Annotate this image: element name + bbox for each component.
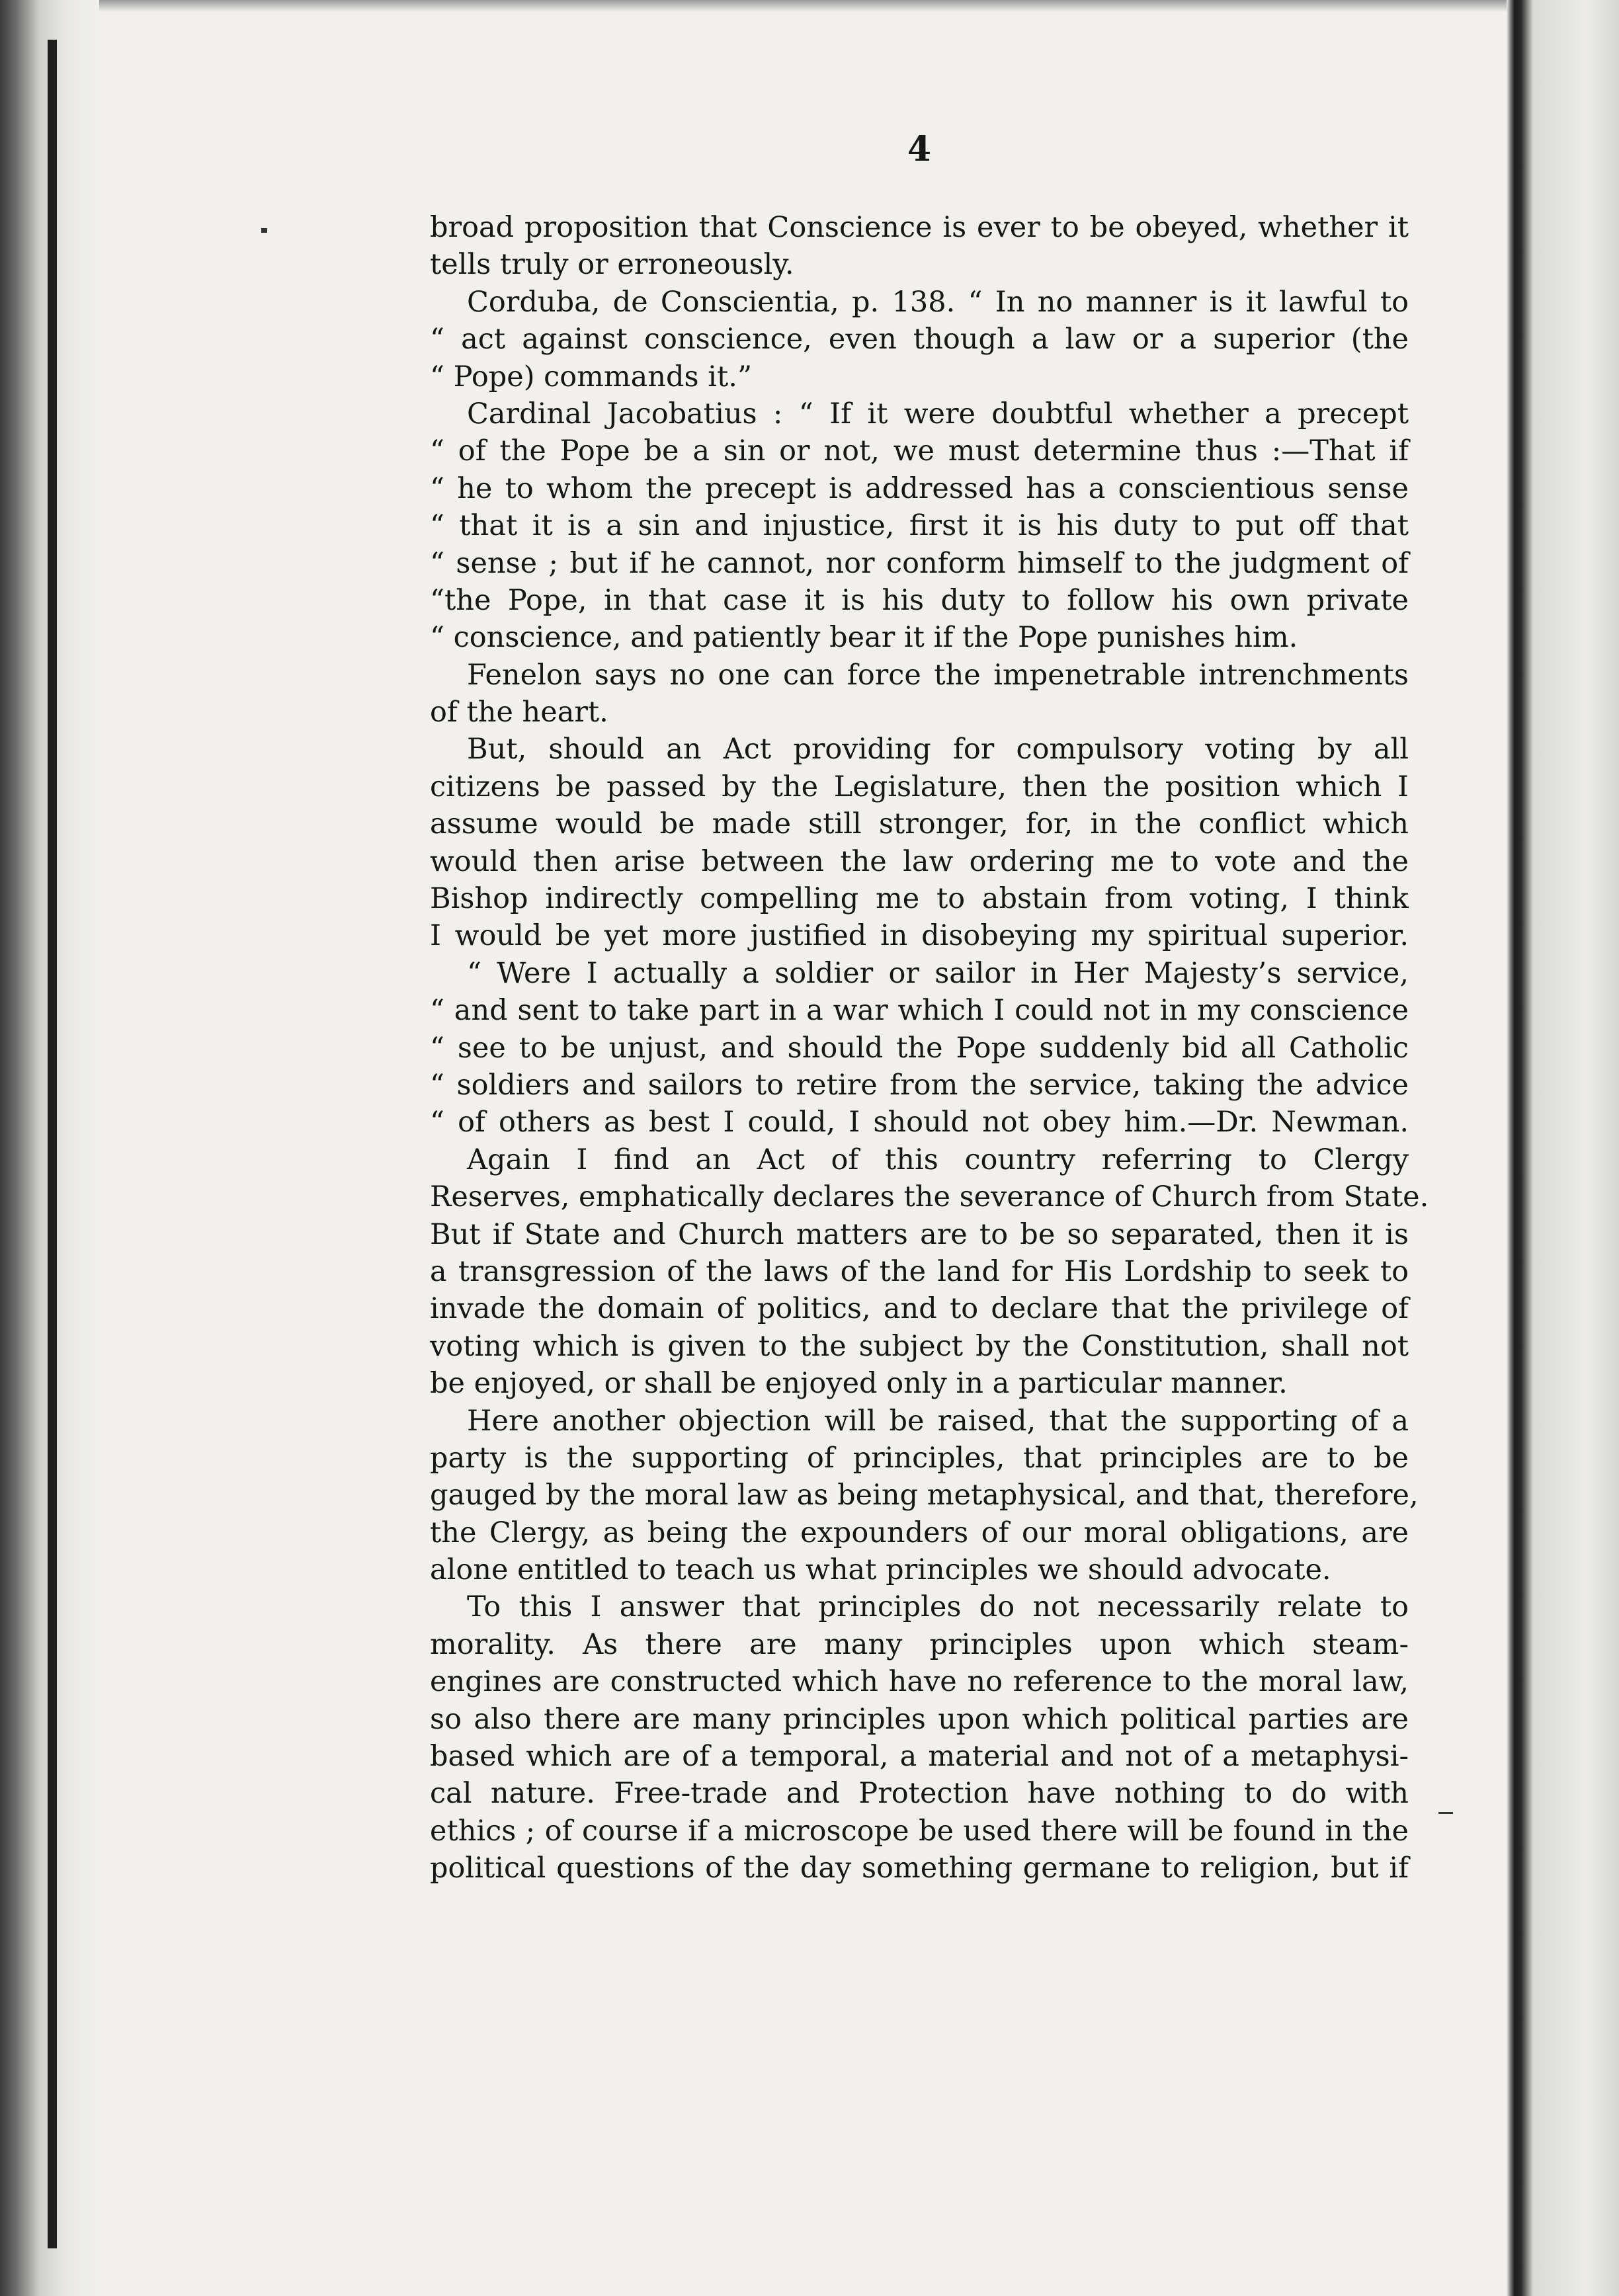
- text-line: party is the supporting of principles, that principles are to be: [430, 1441, 1409, 1475]
- text-line: a transgression of the laws of the land for His Lordship to seek to: [430, 1254, 1409, 1288]
- page-number: 4: [907, 129, 932, 169]
- text-line: of the heart.: [430, 696, 608, 729]
- text-line: Corduba, de Conscientia, p. 138. “ In no manner is it lawful to: [467, 285, 1409, 319]
- text-line: morality. As there are many principles upon which steam-: [430, 1627, 1409, 1661]
- scan-speck: [261, 228, 267, 233]
- text-line: invade the domain of politics, and to declare that the privilege of: [430, 1292, 1409, 1326]
- text-line: Here another objection will be raised, that the supporting of a: [467, 1404, 1409, 1438]
- text-line: To this I answer that principles do not necessarily relate to: [467, 1590, 1409, 1624]
- text-line: would then arise between the law ordering me to vote and the: [430, 844, 1409, 878]
- text-line: But, should an Act providing for compulsory voting by all: [467, 733, 1409, 766]
- text-line: tells truly or erroneously.: [430, 248, 794, 282]
- text-line: “ he to whom the precept is addressed has a conscientious sense: [430, 472, 1409, 505]
- text-line: “the Pope, in that case it is his duty to follow his own private: [430, 583, 1409, 617]
- scan-right-edge: [1507, 0, 1619, 2296]
- text-line: Reserves, emphatically declares the severance of Church from State.: [430, 1180, 1429, 1214]
- text-line: Bishop indirectly compelling me to abstain from voting, I think: [430, 882, 1409, 916]
- text-line: cal nature. Free-trade and Protection have nothing to do with: [430, 1777, 1409, 1811]
- text-line: “ conscience, and patiently bear it if the Pope punishes him.: [430, 621, 1298, 655]
- text-line: political questions of the day something germane to religion, but if: [430, 1852, 1409, 1885]
- text-line: the Clergy, as being the expounders of our moral obligations, are: [430, 1516, 1409, 1549]
- text-line: But if State and Church matters are to be so separated, then it is: [430, 1217, 1409, 1251]
- text-line: “ soldiers and sailors to retire from the service, taking the advice: [430, 1068, 1409, 1102]
- text-line: Again I find an Act of this country referring to Clergy: [467, 1143, 1409, 1176]
- scan-top-shadow: [0, 0, 1619, 12]
- text-line: Cardinal Jacobatius : “ If it were doubtful whether a precept: [467, 397, 1409, 430]
- text-line: ethics ; of course if a microscope be used there will be found in the: [430, 1814, 1409, 1848]
- text-line: “ sense ; but if he cannot, nor conform himself to the judgment of: [430, 546, 1409, 580]
- text-line: “ that it is a sin and injustice, first it is his duty to put off that: [430, 509, 1409, 543]
- text-line: voting which is given to the subject by the Constitution, shall not: [430, 1329, 1409, 1363]
- scan-mark: [1438, 1812, 1453, 1814]
- text-line: alone entitled to teach us what principles we should advocate.: [430, 1553, 1331, 1587]
- body-text: [430, 209, 1429, 1887]
- text-line: be enjoyed, or shall be enjoyed only in a particular manner.: [430, 1367, 1288, 1401]
- text-line: “ Were I actually a soldier or sailor in Her Majesty’s service,: [467, 956, 1409, 990]
- text-line: “ see to be unjust, and should the Pope suddenly bid all Catholic: [430, 1031, 1409, 1065]
- text-line: gauged by the moral law as being metaphysical, and that, therefore,: [430, 1479, 1419, 1512]
- text-line: Fenelon says no one can force the impenetrable intrenchments: [467, 658, 1409, 692]
- text-line: citizens be passed by the Legislature, then the position which I: [430, 770, 1409, 803]
- text-line: broad proposition that Conscience is ever to be obeyed, whether it: [430, 211, 1409, 244]
- text-line: I would be yet more justified in disobeying my spiritual superior.: [430, 919, 1409, 953]
- binding-edge: [48, 40, 57, 2248]
- text-line: engines are constructed which have no reference to the moral law,: [430, 1665, 1409, 1699]
- text-line: “ act against conscience, even though a law or a superior (the: [430, 323, 1409, 356]
- text-line: “ of others as best I could, I should not obey him.—Dr. Newman.: [430, 1106, 1409, 1139]
- text-line: “ and sent to take part in a war which I could not in my conscience: [430, 994, 1409, 1028]
- text-line: so also there are many principles upon which political parties are: [430, 1702, 1409, 1736]
- text-line: “ Pope) commands it.”: [430, 360, 752, 393]
- text-line: assume would be made still stronger, for, in the conflict which: [430, 807, 1409, 841]
- text-line: based which are of a temporal, a material and not of a metaphysi-: [430, 1740, 1409, 1774]
- text-line: “ of the Pope be a sin or not, we must determine thus :—That if: [430, 434, 1409, 468]
- document-page: [430, 129, 1429, 1887]
